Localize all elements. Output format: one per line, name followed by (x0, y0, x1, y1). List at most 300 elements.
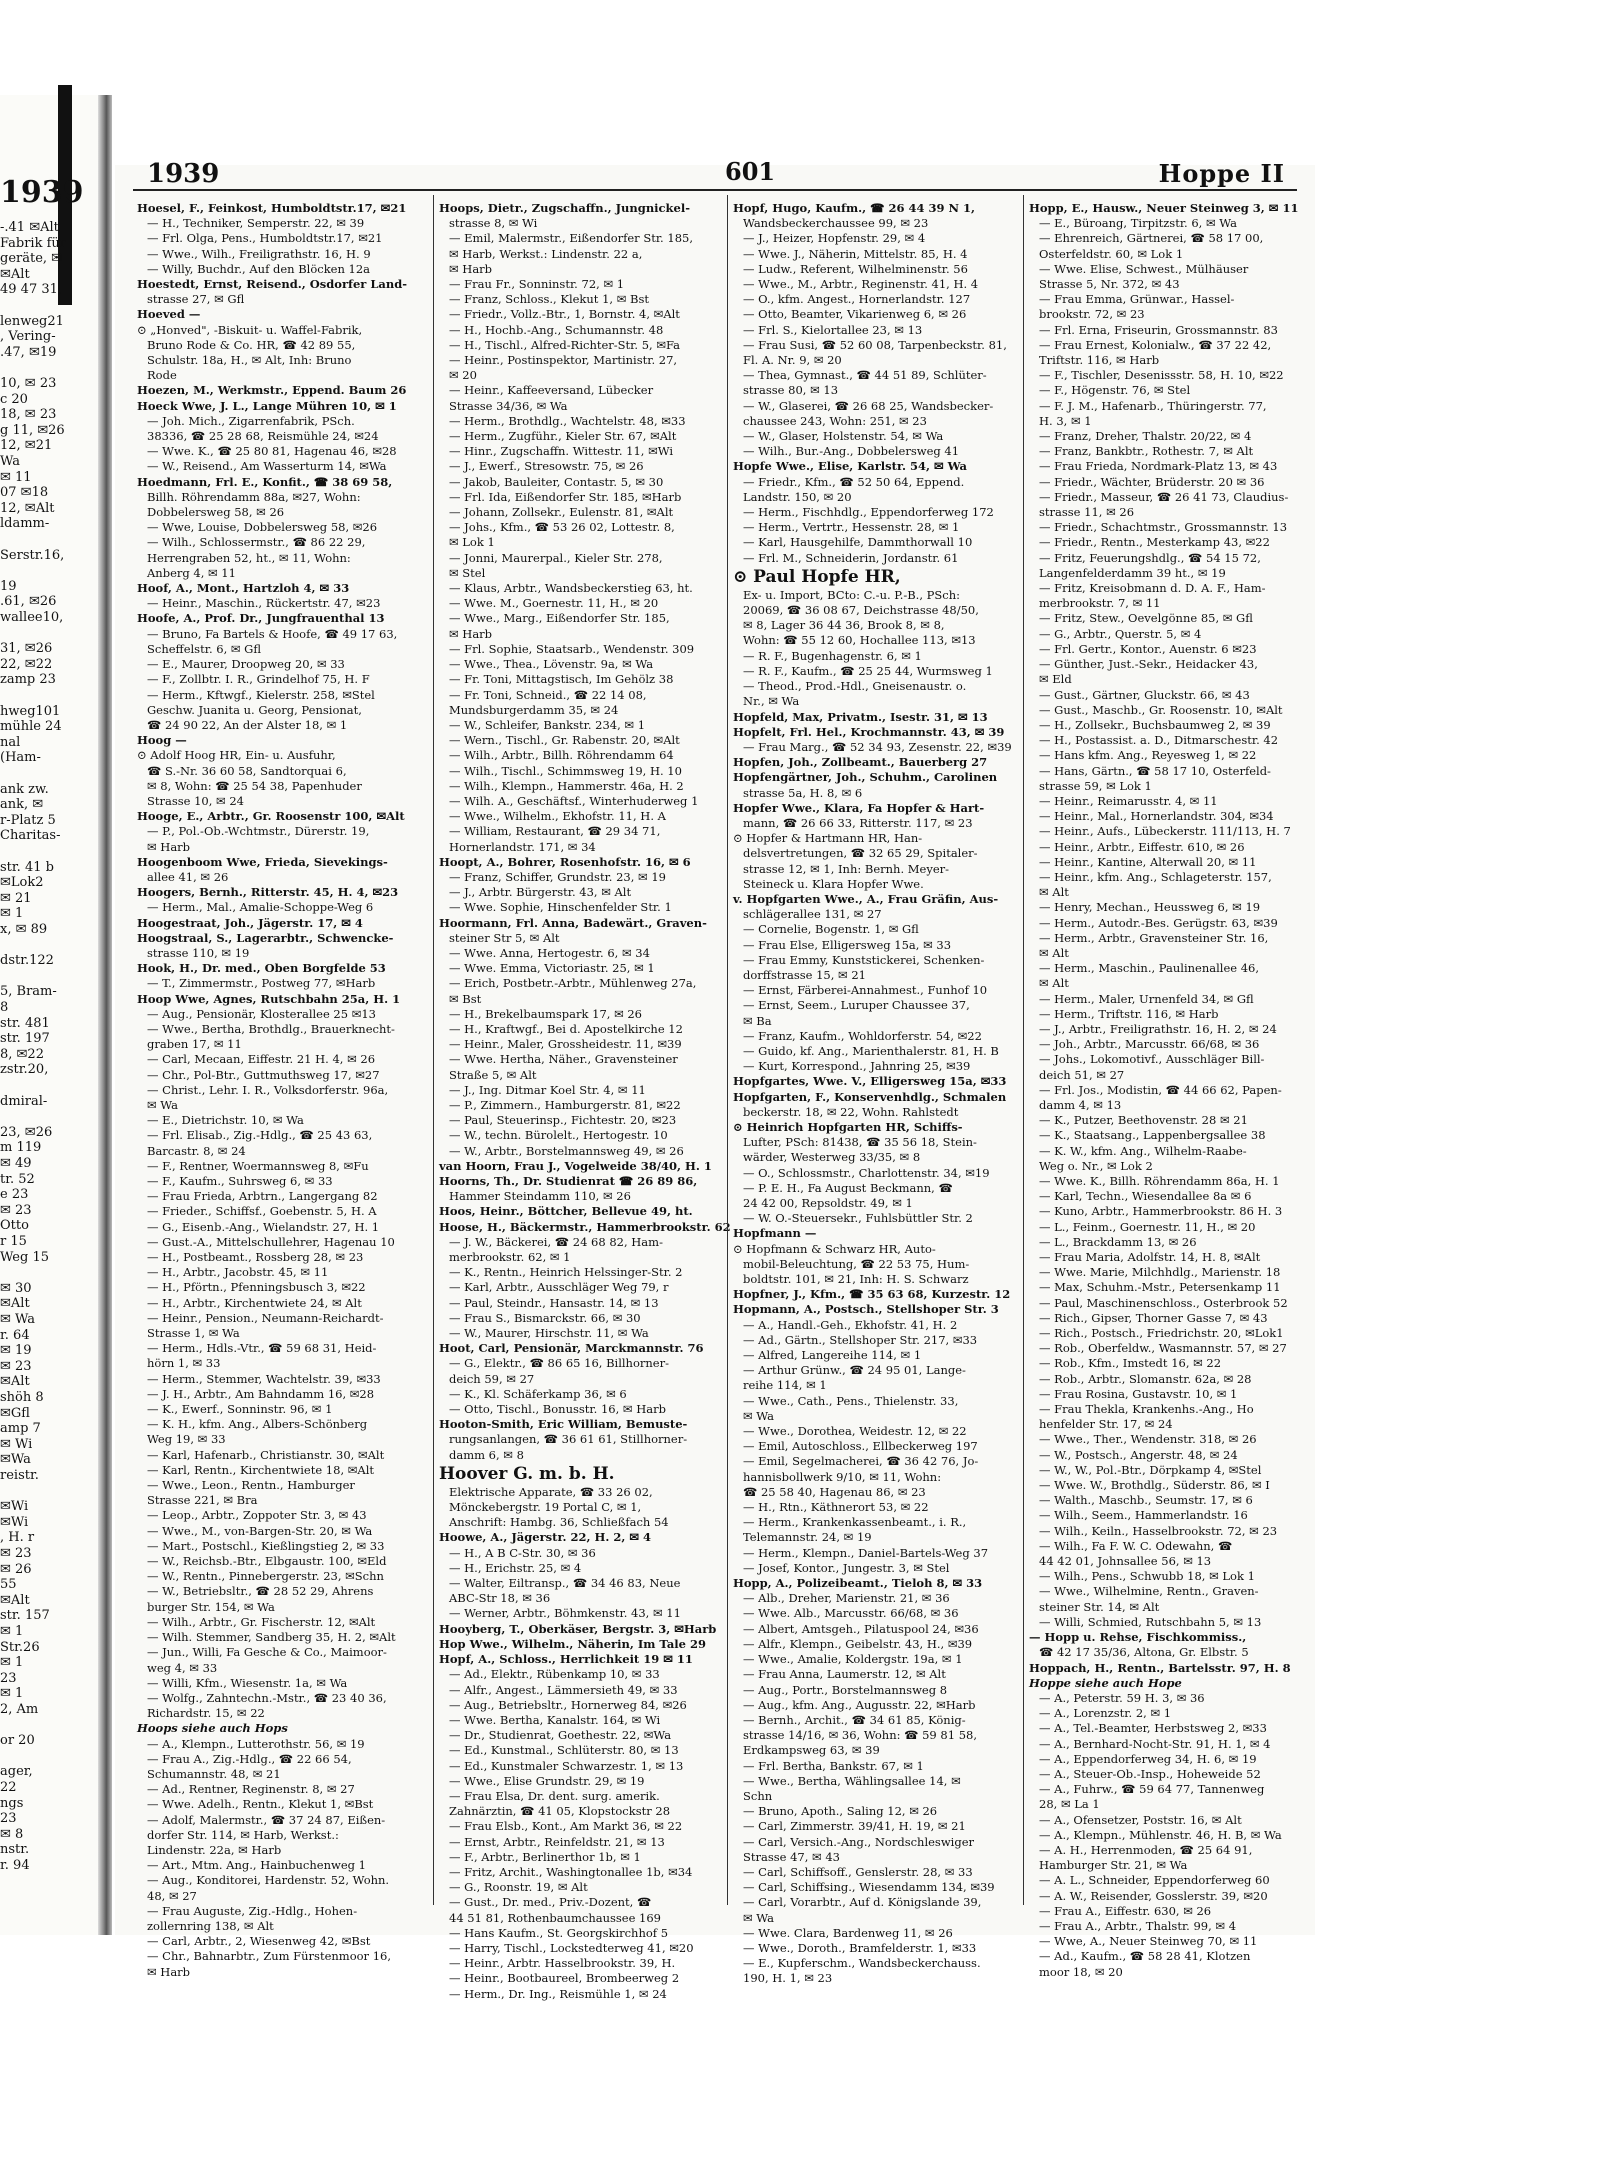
directory-entry: — Frau Else, Elligersweg 15a, ✉ 33 (743, 937, 952, 952)
directory-entry: Bruno Rode & Co. HR, ☎ 42 89 55, (147, 337, 356, 352)
directory-entry: — Art., Mtm. Ang., Hainbuchenweg 1 (147, 1858, 366, 1873)
directory-entry: Hoorns, Th., Dr. Studienrat ☎ 26 89 86, (439, 1174, 698, 1188)
previous-page-line: Serstr.16, (0, 547, 65, 563)
directory-entry: — Heinr., Maler, Grossheidestr. 11, ✉39 (449, 1037, 682, 1052)
directory-entry: — A., Fuhrw., ☎ 59 64 77, Tannenweg (1039, 1782, 1265, 1797)
previous-page-year: 1939 (0, 175, 84, 210)
directory-entry: Barcastr. 8, ✉ 24 (147, 1143, 246, 1158)
directory-entry: — Günther, Just.-Sekr., Heidacker 43, (1039, 657, 1258, 672)
directory-entry: 20069, ☎ 36 08 67, Deichstrasse 48/50, (743, 603, 979, 618)
directory-entry: — Frau Emmy, Kunststickerei, Schenken- (743, 952, 985, 967)
directory-entry: — Frau A., Arbtr., Thalstr. 99, ✉ 4 (1039, 1918, 1237, 1933)
directory-entry: — Wwe., Doroth., Bramfelderstr. 1, ✉33 (743, 1940, 977, 1955)
directory-entry: Hoopt, A., Bohrer, Rosenhofstr. 16, ✉ 6 (439, 854, 691, 869)
directory-entry: — Wwe., Leon., Rentn., Hamburger (147, 1478, 355, 1493)
directory-entry: — Jonni, Maurerpal., Kieler Str. 278, (449, 550, 663, 565)
directory-entry: — Fritz, Kreisobmann d. D. A. F., Ham- (1039, 581, 1266, 596)
directory-entry: — Wilh. Stemmer, Sandberg 35, H. 2, ✉Alt (147, 1630, 396, 1645)
directory-entry: — Joh., Arbtr., Marcusstr. 66/68, ✉ 36 (1039, 1037, 1260, 1052)
directory-entry: — Fritz, Stew., Oevelgönne 85, ✉ Gfl (1039, 611, 1253, 626)
column-2 (439, 201, 731, 2001)
directory-entry: delsvertretungen, ☎ 32 65 29, Spitaler- (743, 846, 978, 861)
directory-entry: Hooyberg, T., Oberkäser, Bergstr. 3, ✉Harb (439, 1621, 717, 1636)
directory-entry: — Hopp u. Rehse, Fischkommiss., (1029, 1630, 1247, 1645)
directory-entry: ✉ Harb (449, 261, 493, 276)
directory-entry: ✉ Stel (449, 565, 486, 580)
previous-page-line: ✉ 11 (0, 469, 32, 485)
directory-entry: — W., Reisend., Am Wasserturm 14, ✉Wa (147, 459, 387, 474)
directory-entry: — Wwe. K., Billh. Röhrendamm 86a, H. 1 (1039, 1174, 1280, 1188)
directory-entry: — K., Kl. Schäferkamp 36, ✉ 6 (449, 1386, 627, 1401)
directory-entry: — Wilh., Keiln., Hasselbrookstr. 72, ✉ 23 (1039, 1523, 1278, 1538)
directory-entry: Lindenstr. 22a, ✉ Harb (147, 1842, 282, 1857)
directory-entry: Mönckebergstr. 19 Portal C, ✉ 1, (449, 1500, 642, 1515)
directory-entry: Hopp, A., Polizeibeamt., Tieloh 8, ✉ 33 (733, 1576, 983, 1591)
directory-entry: Hoeved — (137, 307, 201, 322)
previous-page-line: str. 481 (0, 1015, 50, 1031)
directory-entry: — F. J. M., Hafenarb., Thüringerstr. 77, (1039, 398, 1267, 413)
directory-entry: — Heinr., Maschin., Rückertstr. 47, ✉23 (147, 596, 381, 611)
directory-entry: Elektrische Apparate, ☎ 33 26 02, (449, 1484, 653, 1499)
directory-entry: — Emil, Malermstr., Eißendorfer Str. 185, (449, 231, 693, 246)
directory-entry: — H., Arbtr., Jacobstr. 45, ✉ 11 (147, 1265, 329, 1280)
directory-entry: — F., Rentner, Woermannsweg 8, ✉Fu (147, 1158, 369, 1173)
directory-entry: — Heinr., Reimarusstr. 4, ✉ 11 (1039, 793, 1218, 808)
directory-entry: Hopfgartes, Wwe. V., Elligersweg 15a, ✉33 (733, 1074, 1007, 1089)
directory-entry: — J., Arbtr., Freiligrathstr. 16, H. 2, ✉ 24 (1039, 1021, 1277, 1036)
directory-entry: — Ad., Kaufm., ☎ 58 28 41, Klotzen (1039, 1949, 1251, 1964)
directory-entry: Hook, H., Dr. med., Oben Borgfelde 53 (137, 961, 386, 976)
directory-entry: ✉ Harb (147, 839, 191, 854)
previous-page-line: ✉Wa (0, 1452, 31, 1468)
column-divider (1023, 195, 1024, 1905)
previous-page-line: ✉ 1 (0, 1655, 24, 1671)
directory-entry: — F., Kaufm., Suhrsweg 6, ✉ 33 (147, 1174, 333, 1188)
directory-entry: — Wwe., Marg., Eißendorfer Str. 185, (449, 611, 670, 626)
directory-entry: ✉ Eld (1039, 672, 1072, 687)
directory-entry: Strasse 34/36, ✉ Wa (449, 398, 568, 413)
directory-entry: Hoppe siehe auch Hope (1029, 1675, 1182, 1690)
directory-entry: — Frau S., Bismarckstr. 66, ✉ 30 (449, 1310, 641, 1325)
directory-entry: — Frau Emma, Grünwar., Hassel- (1039, 292, 1235, 307)
directory-entry: — Wwe. K., ☎ 25 80 81, Hagenau 46, ✉28 (147, 444, 397, 459)
directory-entry: — Wilh., Bur.-Ang., Dobbelersweg 41 (743, 444, 960, 459)
previous-page-line: 12, ✉21 (0, 438, 53, 454)
directory-entry: Schumannstr. 48, ✉ 21 (147, 1766, 281, 1781)
directory-entry: Hopfmann — (733, 1226, 817, 1241)
directory-entry: ✉ Alt (1039, 885, 1069, 900)
directory-entry: — Herm., Fischhdlg., Eppendorferweg 172 (743, 505, 994, 520)
directory-entry: — Wilh., Klempn., Hammerstr. 46a, H. 2 (449, 778, 684, 793)
directory-entry: — Heinr., Mal., Hornerlandstr. 304, ✉34 (1039, 809, 1274, 824)
directory-entry: Hoose, H., Bäckermstr., Hammerbrookstr. 62 (439, 1219, 731, 1234)
directory-entry: — H., A B C-Str. 30, ✉ 36 (449, 1545, 596, 1560)
directory-entry: ✉ Wa (743, 1910, 774, 1925)
directory-entry: — Karl, Hausgehilfe, Dammthorwall 10 (743, 535, 973, 550)
previous-page-line: ager, (0, 1764, 33, 1780)
directory-entry: — Frau Auguste, Zig.-Hdlg., Hohen- (147, 1903, 358, 1918)
previous-page-line: x, ✉ 89 (0, 922, 48, 937)
directory-entry: — Wwe. J., Näherin, Mittelstr. 85, H. 4 (743, 246, 968, 261)
previous-page-line: , H. r (0, 1530, 35, 1546)
directory-entry: Strasse 5, Nr. 372, ✉ 43 (1039, 277, 1180, 292)
directory-entry: — Herm., Maler, Urnenfeld 34, ✉ Gfl (1039, 991, 1254, 1006)
directory-entry: Nr., ✉ Wa (743, 694, 800, 709)
directory-entry: — Wwe. Hertha, Näher., Gravensteiner (449, 1052, 678, 1067)
previous-page-line: 23 (0, 1670, 17, 1686)
directory-entry: — Otto, Tischl., Bonusstr. 16, ✉ Harb (449, 1402, 666, 1417)
directory-entry: — Emil, Autoschloss., Ellbeckerweg 197 (743, 1439, 978, 1454)
directory-entry: — Frau Susi, ☎ 52 60 08, Tarpenbeckstr. 81, (743, 337, 1007, 352)
previous-page-line: 23, ✉26 (0, 1124, 53, 1140)
directory-entry: 190, H. 1, ✉ 23 (743, 1971, 833, 1986)
directory-entry: ✉ Harb, Werkst.: Lindenstr. 22 a, (449, 246, 643, 261)
directory-entry: — P. E. H., Fa August Beckmann, ☎ (743, 1180, 953, 1195)
directory-entry: — Harry, Tischl., Lockstedterweg 41, ✉20 (449, 1940, 694, 1955)
directory-entry: Hopfgarten, F., Konservenhdlg., Schmalen (733, 1089, 1007, 1104)
directory-entry: Triftstr. 116, ✉ Harb (1039, 353, 1160, 368)
directory-entry: — Wwe. Adelh., Rentn., Klekut 1, ✉Bst (147, 1797, 374, 1812)
previous-page-line: ✉Lok2 (0, 875, 44, 891)
directory-entry: — Herm., Hdls.-Vtr., ☎ 59 68 31, Heid- (147, 1341, 377, 1356)
previous-page-line: 12, ✉Alt (0, 500, 55, 516)
directory-entry: — Joh. Mich., Zigarrenfabrik, PSch. (147, 413, 355, 428)
directory-entry: — A., Peterstr. 59 H. 3, ✉ 36 (1039, 1690, 1205, 1705)
directory-entry: Hoops siehe auch Hops (137, 1721, 288, 1736)
directory-entry: — G., Eisenb.-Ang., Wielandstr. 27, H. 1 (147, 1219, 380, 1234)
directory-entry: — Ernst, Seem., Luruper Chaussee 37, (743, 998, 970, 1013)
directory-entry: — William, Restaurant, ☎ 29 34 71, (449, 824, 661, 839)
previous-page-line: ✉ 1 (0, 1624, 24, 1639)
directory-entry: — Erich, Postbetr.-Arbtr., Mühlenweg 27a, (449, 976, 697, 991)
previous-page-line: geräte, ✉ (0, 251, 63, 267)
directory-entry: — Frau Rosina, Gustavstr. 10, ✉ 1 (1039, 1386, 1238, 1401)
directory-entry: Hooge, E., Arbtr., Gr. Roosenstr 100, ✉Alt (137, 809, 405, 824)
previous-page-line: ✉ 23 (0, 1202, 32, 1218)
directory-entry: ✉ Bst (449, 991, 482, 1006)
directory-entry: Hooton-Smith, Eric William, Bemuste- (439, 1417, 688, 1432)
directory-entry: — L., Brackdamm 13, ✉ 26 (1039, 1234, 1197, 1249)
directory-entry: — Hans, Gärtn., ☎ 58 17 10, Osterfeld- (1039, 763, 1271, 778)
directory-entry: strasse 27, ✉ Gfl (147, 292, 245, 307)
directory-entry: — W., Betriebsltr., ☎ 28 52 29, Ahrens (147, 1584, 374, 1599)
column-divider (727, 195, 728, 1905)
directory-entry: Anberg 4, ✉ 11 (147, 565, 236, 580)
directory-entry: — Ed., Kunstmaler Schwarzestr. 1, ✉ 13 (449, 1758, 684, 1773)
directory-entry: — Johs., Lokomotivf., Ausschläger Bill- (1039, 1052, 1265, 1067)
directory-entry: — Wwe, Louise, Dobbelersweg 58, ✉26 (147, 520, 378, 535)
directory-entry: — Chr., Bahnarbtr., Zum Fürstenmoor 16, (147, 1949, 391, 1964)
directory-entry: merbrookstr. 62, ✉ 1 (449, 1250, 571, 1265)
directory-entry: Hopfen, Joh., Zollbeamt., Bauerberg 27 (733, 755, 988, 770)
directory-entry: Hopfner, J., Kfm., ☎ 35 63 68, Kurzestr. 12 (733, 1287, 1011, 1302)
directory-entry: — Friedr., Wächter, Brüderstr. 20 ✉ 36 (1039, 474, 1265, 489)
directory-entry: — Fritz, Archit., Washingtonallee 1b, ✉34 (449, 1864, 693, 1879)
directory-entry: ⊙ Heinrich Hopfgarten HR, Schiffs- (733, 1119, 963, 1134)
directory-entry: — F., Zollbtr. I. R., Grindelhof 75, H. F (147, 672, 370, 687)
directory-entry: — Heinr., Aufs., Lübeckerstr. 111/113, H. 7 (1039, 824, 1291, 839)
directory-entry: Telemannstr. 24, ✉ 19 (743, 1530, 872, 1545)
previous-page-line: Wa (0, 454, 20, 469)
directory-entry: Hopfeld, Max, Privatm., Isestr. 31, ✉ 13 (733, 709, 988, 724)
directory-entry: steiner Str 5, ✉ Alt (449, 930, 560, 945)
directory-entry: — K., Putzer, Beethovenstr. 28 ✉ 21 (1039, 1113, 1248, 1128)
page-header (135, 157, 1295, 189)
column-1 (137, 201, 427, 1979)
previous-page-line: r. 64 (0, 1327, 30, 1343)
directory-entry: — Heinr., Arbtr., Eiffestr. 610, ✉ 26 (1039, 839, 1245, 854)
directory-entry: chaussee 243, Wohn: 251, ✉ 23 (743, 413, 927, 428)
directory-entry: Fl. A. Nr. 9, ✉ 20 (743, 353, 842, 368)
directory-entry: H. 3, ✉ 1 (1039, 413, 1092, 428)
directory-entry: — Franz, Schiffer, Grundstr. 23, ✉ 19 (449, 869, 666, 884)
directory-entry: schlägerallee 131, ✉ 27 (743, 907, 882, 922)
directory-entry: Wohn: ☎ 55 12 60, Hochallee 113, ✉13 (743, 633, 976, 648)
directory-entry: Hoogstraal, S., Lagerarbtr., Schwencke- (137, 930, 394, 945)
directory-entry: — Frau Elsa, Dr. dent. surg. amerik. (449, 1788, 660, 1803)
directory-entry: graben 17, ✉ 11 (147, 1037, 242, 1052)
directory-entry: — Adolf, Malermstr., ☎ 37 24 87, Eißen- (147, 1812, 386, 1827)
directory-entry: Hamburger Str. 21, ✉ Wa (1039, 1858, 1188, 1873)
directory-entry: hannisbollwerk 9/10, ✉ 11, Wohn: (743, 1469, 942, 1484)
directory-entry: — Wwe., Bertha, Brothdlg., Brauerknecht- (147, 1021, 395, 1036)
directory-entry: ✉ Harb (449, 626, 493, 641)
directory-entry: — Friedr., Masseur, ☎ 26 41 73, Claudius- (1039, 489, 1289, 504)
directory-entry: — Herm., Brothdlg., Wachtelstr. 48, ✉33 (449, 413, 686, 428)
directory-entry: — A. W., Reisender, Gosslerstr. 39, ✉20 (1039, 1888, 1268, 1903)
directory-entry: — W., Reichsb.-Btr., Elbgaustr. 100, ✉Eld (147, 1554, 387, 1569)
directory-entry: — Bruno, Apoth., Saling 12, ✉ 26 (743, 1804, 938, 1819)
directory-entry: — Wwe. W., Brothdlg., Süderstr. 86, ✉ I (1039, 1478, 1270, 1493)
directory-entry: Hoppach, H., Rentn., Bartelsstr. 97, H. 8 (1029, 1660, 1291, 1675)
directory-entry: Hoestedt, Ernst, Reisend., Osdorfer Land- (137, 277, 408, 292)
directory-entry: — Ludw., Referent, Wilhelminenstr. 56 (743, 261, 968, 276)
directory-entry: — Henry, Mechan., Heussweg 6, ✉ 19 (1039, 900, 1261, 915)
directory-entry: — Wwe., Wilhelm., Ekhofstr. 11, H. A (449, 809, 666, 824)
directory-entry: — Frl. S., Kielortallee 23, ✉ 13 (743, 322, 923, 337)
previous-page-line: zstr.20, (0, 1062, 49, 1078)
directory-entry: — Frl. Gertr., Kontor., Auenstr. 6 ✉23 (1039, 641, 1257, 656)
directory-entry: — Johann, Zollsekr., Eulenstr. 81, ✉Alt (449, 505, 674, 520)
directory-entry: — Herm., Stemmer, Wachtelstr. 39, ✉33 (147, 1371, 381, 1386)
directory-entry: damm 6, ✉ 8 (449, 1447, 524, 1462)
directory-entry: — Jun., Willi, Fa Gesche & Co., Maimoor- (147, 1645, 387, 1660)
directory-entry: Hopfengärtner, Joh., Schuhm., Carolinen (733, 770, 998, 785)
directory-entry: — Wwe., Amalie, Koldergstr. 19a, ✉ 1 (743, 1652, 963, 1667)
directory-entry: — Frl. Olga, Pens., Humboldtstr.17, ✉21 (147, 231, 383, 246)
previous-page-line: dstr.122 (0, 953, 54, 969)
directory-entry: — Alfr., Angest., Lämmersieth 49, ✉ 33 (449, 1682, 678, 1697)
previous-page-line: ✉ 19 (0, 1343, 32, 1359)
previous-page-line: 8 (0, 1000, 9, 1015)
previous-page-line: 31, ✉26 (0, 641, 53, 657)
directory-entry: — K., Rentn., Heinrich Helssinger-Str. 2 (449, 1265, 683, 1280)
directory-entry: — Willi, Kfm., Wiesenstr. 1a, ✉ Wa (147, 1675, 348, 1690)
directory-entry: — Aug., kfm. Ang., Augusstr. 22, ✉Harb (743, 1697, 976, 1712)
directory-entry: Hopfe Wwe., Elise, Karlstr. 54, ✉ Wa (733, 459, 967, 474)
directory-entry: Hoogenboom Wwe, Frieda, Sievekings- (137, 854, 388, 869)
directory-entry: ✉ 8, Wohn: ☎ 25 54 38, Papenhuder (147, 778, 362, 793)
directory-entry: — Theod., Prod.-Hdl., Gneisenaustr. o. (743, 679, 967, 694)
directory-entry: — Werner, Arbtr., Böhmkenstr. 43, ✉ 11 (449, 1606, 681, 1621)
previous-page-line: c 20 (0, 391, 28, 407)
previous-page-line: ✉ 30 (0, 1280, 32, 1296)
directory-entry: — Franz, Schloss., Klekut 1, ✉ Bst (449, 292, 649, 307)
directory-entry: strasse 12, ✉ 1, Inh: Bernh. Meyer- (743, 861, 950, 876)
directory-entry: — Rich., Postsch., Friedrichstr. 20, ✉Lok1 (1039, 1326, 1284, 1341)
previous-page-line: ldamm- (0, 516, 50, 532)
directory-entry: Hoover G. m. b. H. (439, 1463, 615, 1484)
directory-entry: — Aug., Konditorei, Hardenstr. 52, Wohn. (147, 1873, 390, 1888)
directory-entry: Herrengraben 52, ht., ✉ 11, Wohn: (147, 550, 351, 565)
directory-entry: strasse 110, ✉ 19 (147, 945, 250, 960)
directory-entry: — Carl, Mecaan, Eiffestr. 21 H. 4, ✉ 26 (147, 1052, 376, 1067)
directory-entry: — Frau A., Eiffestr. 630, ✉ 26 (1039, 1903, 1212, 1918)
directory-entry: Wandsbeckerchaussee 99, ✉ 23 (743, 216, 929, 231)
directory-entry: — Ad., Gärtn., Stellshoper Str. 217, ✉33 (743, 1332, 978, 1347)
directory-entry: — J., Heizer, Hopfenstr. 29, ✉ 4 (743, 231, 926, 246)
directory-entry: henfelder Str. 17, ✉ 24 (1039, 1417, 1173, 1432)
directory-entry: steiner Str. 14, ✉ Alt (1039, 1599, 1160, 1614)
directory-entry: Hopfer Wwe., Klara, Fa Hopfer & Hart- (733, 800, 985, 815)
directory-entry: 24 42 00, Repsoldstr. 49, ✉ 1 (743, 1196, 913, 1210)
directory-entry: — Frl. Jos., Modistin, ☎ 44 66 62, Papen- (1039, 1082, 1282, 1097)
previous-page-line: str. 157 (0, 1608, 50, 1624)
directory-entry: — Karl, Rentn., Kirchentwiete 18, ✉Alt (147, 1462, 374, 1477)
directory-entry: — Rob., Arbtr., Slomanstr. 62a, ✉ 28 (1039, 1371, 1252, 1386)
directory-entry: — Herm., Maschin., Paulinenallee 46, (1039, 961, 1260, 976)
directory-entry: boldtstr. 101, ✉ 21, Inh: H. S. Schwarz (743, 1272, 969, 1287)
directory-entry: — Aug., Portr., Borstelmannsweg 8 (743, 1682, 948, 1697)
directory-entry: ⊙ „Honved", -Biskuit- u. Waffel-Fabrik, (137, 322, 363, 337)
directory-entry: — Wwe. Clara, Bardenweg 11, ✉ 26 (743, 1925, 953, 1940)
directory-entry: Hop Wwe., Wilhelm., Näherin, Im Tale 29 (439, 1636, 706, 1651)
previous-page-line: m 119 (0, 1140, 42, 1156)
previous-page-line: 23 (0, 1811, 17, 1827)
directory-entry: Hoofe, A., Prof. Dr., Jungfrauenthal 13 (137, 611, 385, 626)
directory-entry: — K. H., kfm. Ang., Albers-Schönberg (147, 1417, 368, 1432)
directory-entry: ✉ Ba (743, 1013, 772, 1028)
directory-entry: — Frau Fr., Sonninstr. 72, ✉ 1 (449, 277, 625, 292)
previous-page-line: 19 (0, 578, 17, 594)
directory-entry: — Wolfg., Zahntechn.-Mstr., ☎ 23 40 36, (147, 1690, 387, 1705)
directory-entry: Hoormann, Frl. Anna, Badewärt., Graven- (439, 915, 707, 930)
directory-entry: — Wwe, A., Neuer Steinweg 70, ✉ 11 (1039, 1934, 1258, 1949)
directory-entry: Hoowe, A., Jägerstr. 22, H. 2, ✉ 4 (439, 1530, 652, 1545)
directory-entry: — A., Lorenzstr. 2, ✉ 1 (1039, 1706, 1172, 1721)
directory-entry: — Frl. Erna, Friseurin, Grossmannstr. 83 (1039, 322, 1278, 337)
directory-entry: — Carl, Zimmerstr. 39/41, H. 19, ✉ 21 (743, 1819, 966, 1834)
directory-entry: ABC-Str 18, ✉ 36 (449, 1591, 551, 1606)
directory-entry: ✉ 20 (449, 368, 477, 383)
directory-entry: mann, ☎ 26 66 33, Ritterstr. 117, ✉ 23 (743, 815, 973, 830)
page-number: 601 (725, 157, 776, 186)
directory-entry: — Friedr., Vollz.-Btr., 1, Bornstr. 4, ✉Alt (449, 307, 680, 322)
directory-entry: reihe 114, ✉ 1 (743, 1378, 827, 1393)
directory-entry: — A., Klempn., Lutterothstr. 56, ✉ 19 (147, 1736, 365, 1751)
directory-entry: — Alfr., Klempn., Geibelstr. 43, H., ✉39 (743, 1636, 973, 1651)
directory-entry: — W., Schleifer, Bankstr. 234, ✉ 1 (449, 717, 646, 732)
directory-entry: strasse 5a, H. 8, ✉ 6 (743, 785, 863, 800)
directory-entry: — Ernst, Färberei-Annahmest., Funhof 10 (743, 983, 988, 998)
previous-page-line: 55 (0, 1577, 17, 1593)
directory-entry: — Willi, Schmied, Rutschbahn 5, ✉ 13 (1039, 1614, 1262, 1629)
directory-entry: — W., Glaserei, ☎ 26 68 25, Wandsbecker- (743, 398, 994, 413)
directory-entry: Schn (743, 1788, 773, 1803)
previous-page-edge (0, 95, 100, 1935)
directory-entry: ✉ Wa (147, 1097, 178, 1112)
directory-entry: brookstr. 72, ✉ 23 (1039, 307, 1145, 322)
directory-entry: Strasse 221, ✉ Bra (147, 1493, 258, 1508)
directory-entry: — Karl, Hafenarb., Christianstr. 30, ✉Alt (147, 1447, 385, 1462)
previous-page-line: amp 7 (0, 1421, 41, 1437)
previous-page-line: ✉ 21 (0, 890, 32, 906)
directory-entry: strasse 8, ✉ Wi (449, 216, 538, 231)
directory-entry: beckerstr. 18, ✉ 22, Wohn. Rahlstedt (743, 1104, 959, 1119)
directory-entry: — Herm., Vertrtr., Hessenstr. 28, ✉ 1 (743, 520, 960, 535)
previous-page-line: ✉Wi (0, 1499, 29, 1515)
directory-entry: — Frau Frieda, Nordmark-Platz 13, ✉ 43 (1039, 459, 1278, 474)
previous-page-line: 49 47 31, (0, 282, 63, 298)
previous-page-line: .47, ✉19 (0, 344, 57, 360)
directory-entry: — Wwe., Bertha, Wählingsallee 14, ✉ (743, 1773, 961, 1788)
directory-entry: — R. F., Kaufm., ☎ 25 25 44, Wurmsweg 1 (743, 663, 993, 678)
directory-entry: Hopfelt, Frl. Hel., Krochmannstr. 43, ✉ 39 (733, 724, 1005, 739)
directory-entry: Hoof, A., Mont., Hartzloh 4, ✉ 33 (137, 581, 350, 596)
directory-entry: — Jakob, Bauleiter, Contastr. 5, ✉ 30 (449, 474, 664, 489)
directory-entry: — Herm., Krankenkassenbeamt., i. R., (743, 1515, 967, 1530)
directory-entry: ⊙ Adolf Hoog HR, Ein- u. Ausfuhr, (137, 748, 336, 763)
directory-entry: zollernring 138, ✉ Alt (147, 1918, 274, 1933)
directory-entry: — Wwe., M., von-Bargen-Str. 20, ✉ Wa (147, 1523, 373, 1538)
previous-page-line: nal (0, 734, 21, 750)
directory-entry: — J., Ewerf., Stresowstr. 75, ✉ 26 (449, 459, 644, 474)
directory-entry: Osterfeldstr. 60, ✉ Lok 1 (1039, 246, 1184, 261)
directory-entry: — W. O.-Steuersekr., Fuhlsbüttler Str. 2 (743, 1211, 973, 1226)
directory-entry: Anschrift: Hambg. 36, Schließfach 54 (449, 1515, 669, 1530)
directory-entry: — Wilh. A., Geschäftsf., Winterhuderweg 1 (449, 793, 699, 808)
directory-entry: — Heinr., Postinspektor, Martinistr. 27, (449, 353, 678, 368)
previous-page-line: dmiral- (0, 1093, 48, 1109)
directory-entry: — L., Feinm., Goernestr. 11, H., ✉ 20 (1039, 1219, 1256, 1234)
directory-entry: — W., Maurer, Hirschstr. 11, ✉ Wa (449, 1326, 649, 1341)
directory-entry: — Friedr., Schachtmstr., Grossmannstr. 13 (1039, 520, 1288, 535)
header-year: 1939 (147, 159, 220, 189)
directory-entry: — H., Postbeamt., Rossberg 28, ✉ 23 (147, 1250, 364, 1265)
directory-entry: — Wwe. Anna, Hertogestr. 6, ✉ 34 (449, 945, 650, 960)
directory-entry: — P., Pol.-Ob.-Wchtmstr., Dürerstr. 19, (147, 824, 370, 839)
directory-entry: Strasse 1, ✉ Wa (147, 1326, 240, 1341)
previous-page-line: 10, ✉ 23 (0, 376, 57, 391)
directory-entry: ⊙ Hopfer & Hartmann HR, Han- (733, 831, 923, 846)
directory-entry: Dobbelersweg 58, ✉ 26 (147, 505, 285, 520)
directory-entry: strasse 80, ✉ 13 (743, 383, 839, 398)
directory-entry: — Herm., Kftwgf., Kielerstr. 258, ✉Stel (147, 687, 375, 702)
directory-entry: — Kuno, Arbtr., Hammerbrookstr. 86 H. 3 (1039, 1204, 1283, 1219)
directory-entry: ✉ Wa (743, 1408, 774, 1423)
directory-entry: — H., Tischl., Alfred-Richter-Str. 5, ✉Fa (449, 337, 681, 352)
directory-entry: — Wwe., Thea., Lövenstr. 9a, ✉ Wa (449, 657, 654, 672)
directory-entry: — Wilh., Pens., Schwubb 18, ✉ Lok 1 (1039, 1569, 1255, 1584)
previous-page-line: Charitas- (0, 828, 61, 844)
directory-entry: — Wwe. Elise, Schwest., Mülhäuser (1039, 261, 1249, 276)
directory-entry: — Wilh., Seem., Hammerlandstr. 16 (1039, 1508, 1248, 1523)
previous-page-line: ngs (0, 1795, 24, 1811)
directory-entry: — Josef, Kontor., Jungestr. 3, ✉ Stel (743, 1560, 950, 1575)
directory-entry: dorfer Str. 114, ✉ Harb, Werkst.: (147, 1827, 339, 1842)
previous-page-line: , Vering- (0, 329, 56, 345)
directory-entry: — Franz, Dreher, Thalstr. 20/22, ✉ 4 (1039, 429, 1252, 444)
